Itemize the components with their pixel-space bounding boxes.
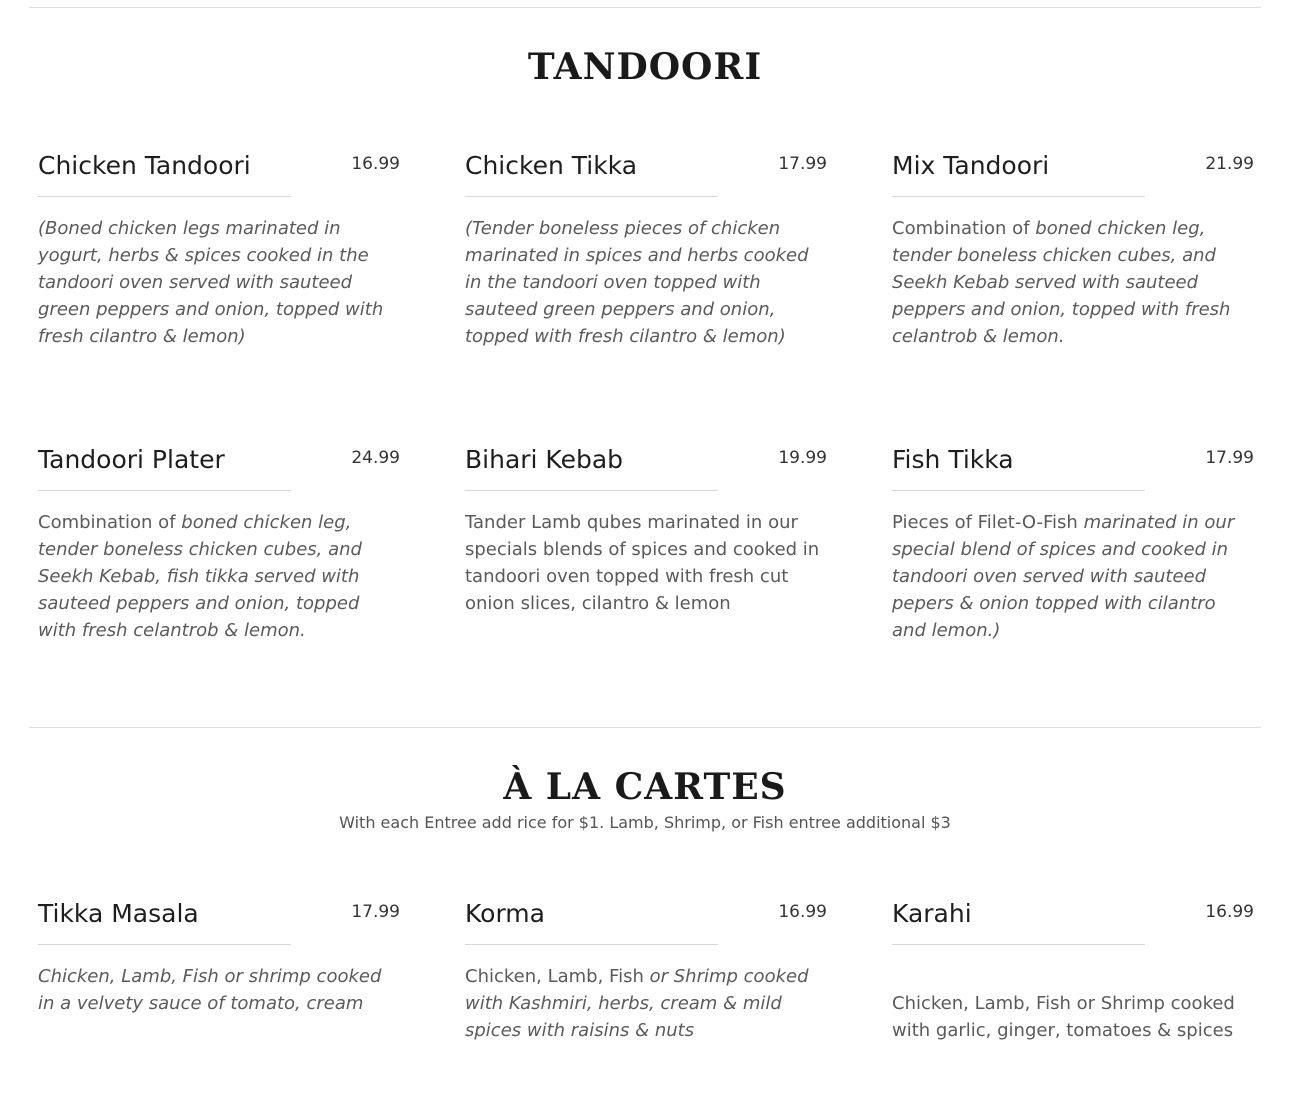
item-divider [892, 490, 1145, 491]
item-divider [465, 196, 718, 197]
item-price: 17.99 [1205, 448, 1254, 468]
item-price: 19.99 [778, 448, 827, 468]
top-divider [29, 7, 1261, 8]
item-name: Tandoori Plater [38, 445, 225, 474]
item-divider [38, 490, 291, 491]
menu-item-chicken-tandoori [38, 150, 400, 350]
item-divider [892, 196, 1145, 197]
item-description: Tander Lamb qubes marinated in our specials blends of spices and cooked in tandoori oven topped with fresh cut onion slices, cilantro & lemon [465, 512, 820, 614]
item-price: 21.99 [1205, 154, 1254, 174]
item-price: 17.99 [778, 154, 827, 174]
item-description: Chicken, Lamb, Fish or shrimp cooked in a velvety sauce of tomato, cream [38, 966, 382, 1014]
item-description: Chicken, Lamb, Fish or Shrimp cooked with garlic, ginger, tomatoes & spices [892, 993, 1235, 1041]
menu-item-tandoori-plater [38, 444, 400, 644]
item-price: 16.99 [778, 902, 827, 922]
section-title-tandoori: TANDOORI [527, 46, 763, 88]
item-name: Chicken Tikka [465, 151, 638, 180]
menu-item-fish-tikka [892, 444, 1254, 644]
menu-item-tikka-masala [38, 898, 400, 1058]
item-price: 16.99 [1205, 902, 1254, 922]
item-name: Chicken Tandoori [38, 151, 251, 180]
item-description: Combination of boned chicken leg, tender boneless chicken cubes, and Seekh Kebab, fish tikka served with sauteed peppers and onion, topped with fresh celantrob & lemon. [38, 512, 362, 641]
section-subtitle: With each Entree add rice for $1. Lamb, Shrimp, or Fish entree additional $3 [339, 813, 951, 832]
item-name: Fish Tikka [892, 445, 1014, 474]
item-divider [892, 944, 1145, 945]
item-divider [465, 944, 718, 945]
item-price: 24.99 [351, 448, 400, 468]
item-description: (Tender boneless pieces of chicken marinated in spices and herbs cooked in the tandoori oven topped with sauteed green peppers and onion, topped with fresh cilantro & lemon) [465, 218, 809, 347]
item-price: 17.99 [351, 902, 400, 922]
item-divider [465, 490, 718, 491]
menu-item-chicken-tikka [465, 150, 827, 350]
item-description: Pieces of Filet-O-Fish marinated in our special blend of spices and cooked in tandoori oven served with sauteed pepers & onion topped with cilantro and lemon.) [892, 512, 1235, 641]
item-name: Korma [465, 899, 545, 928]
item-description: (Boned chicken legs marinated in yogurt, herbs & spices cooked in the tandoori oven served with sauteed green peppers and onion, topped with fresh cilantro & lemon) [38, 218, 384, 347]
item-divider [38, 944, 291, 945]
item-name: Bihari Kebab [465, 445, 624, 474]
item-price: 16.99 [351, 154, 400, 174]
item-description: Combination of boned chicken leg, tender boneless chicken cubes, and Seekh Kebab served with sauteed peppers and onion, topped with fresh celantrob & lemon. [892, 218, 1231, 347]
item-description: Chicken, Lamb, Fish or Shrimp cooked with Kashmiri, herbs, cream & mild spices with raisins & nuts [465, 966, 809, 1041]
menu-item-mix-tandoori [892, 150, 1254, 350]
item-divider [38, 196, 291, 197]
item-name: Mix Tandoori [892, 151, 1050, 180]
section-title-a-la-cartes: À LA CARTES [503, 766, 787, 808]
item-name: Tikka Masala [38, 899, 199, 928]
menu-item-karahi [892, 898, 1254, 1058]
menu-item-bihari-kebab [465, 444, 827, 644]
section-divider [29, 727, 1261, 728]
menu-item-korma [465, 898, 827, 1058]
item-name: Karahi [892, 899, 972, 928]
